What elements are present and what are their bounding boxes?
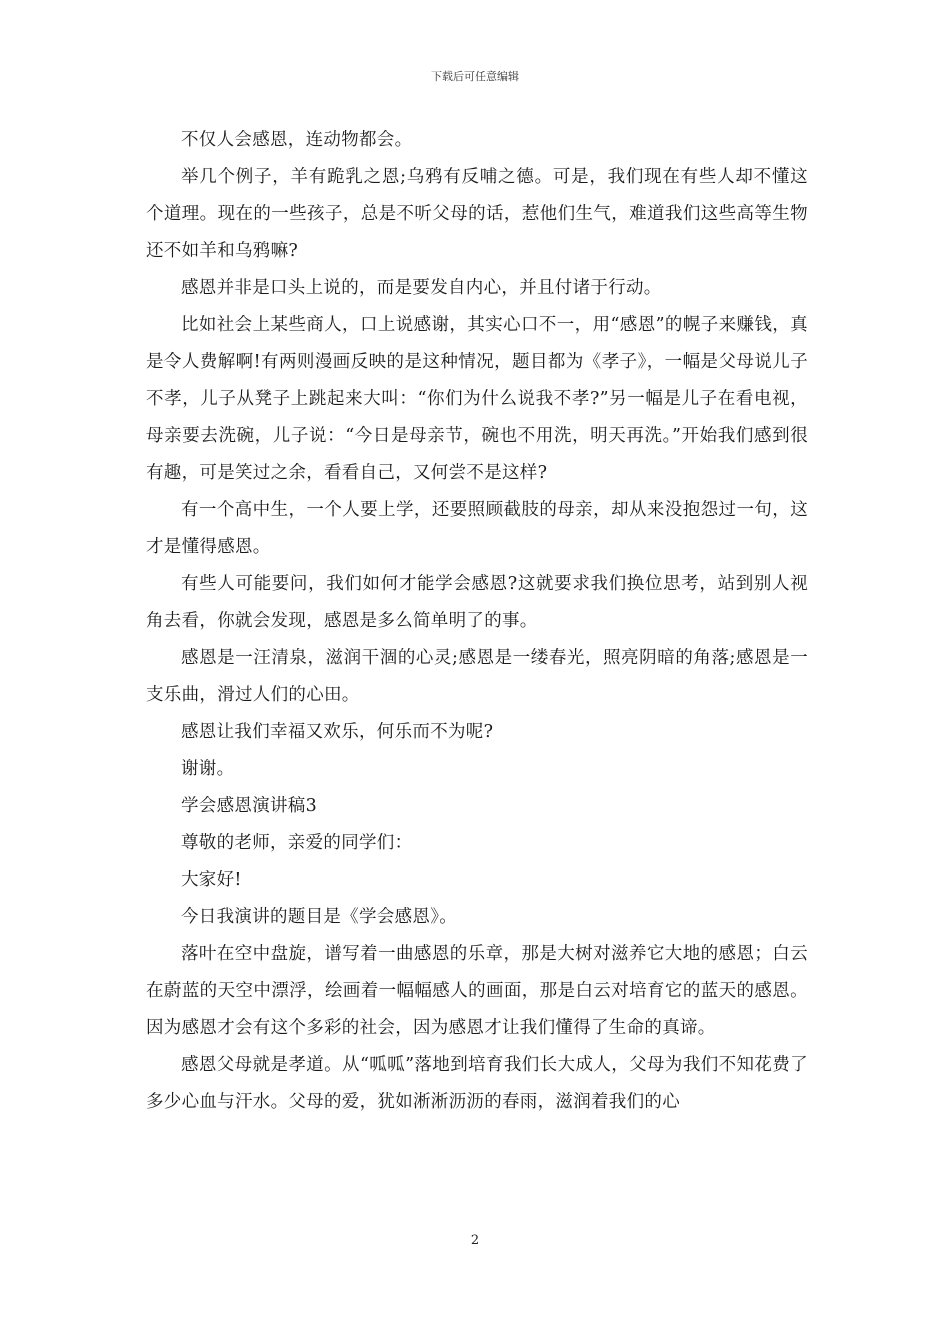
greeting: 大家好!	[181, 870, 242, 890]
section-heading: 学会感恩演讲稿3	[181, 796, 318, 816]
paragraph-5: 有一个高中生，一个人要上学，还要照顾截肢的母亲，却从来没抱怨过一句，这才是懂得感恩。	[146, 500, 808, 557]
page-number: 2	[470, 1233, 480, 1248]
salutation: 尊敬的老师，亲爱的同学们：	[181, 833, 413, 853]
paragraph-1: 不仅人会感恩，连动物都会。	[181, 130, 413, 150]
paragraph-6: 有些人可能要问，我们如何才能学会感恩?这就要求我们换位思考，站到别人视角去看，你就会发现，感恩是多么简单明了的事。	[146, 574, 808, 631]
paragraph-7: 感恩是一汪清泉，滋润干涸的心灵;感恩是一缕春光，照亮阴暗的角落;感恩是一支乐曲，滑过人们的心田。	[146, 648, 808, 705]
paragraph-4: 比如社会上某些商人，口上说感谢，其实心口不一，用“感恩”的幌子来赚钱，真是令人费解啊!有两则漫画反映的是这种情况，题目都为《孝子》，一幅是父母说儿子不孝，儿子从凳子上跳起来大叫：“你们为什么说我不孝?”另一幅是儿子在看电视，母亲要去洗碗，儿子说：“今日是母亲节，碗也不用洗，明天再洗。”开始我们感到很有趣，可是笑过之余，看看自己，又何尝不是这样?	[146, 315, 808, 483]
paragraph-14: 落叶在空中盘旋，谱写着一曲感恩的乐章，那是大树对滋养它大地的感恩；白云在蔚蓝的天空中漂浮，绘画着一幅幅感人的画面，那是白云对培育它的蓝天的感恩。因为感恩才会有这个多彩的社会，因为感恩才让我们懂得了生命的真谛。	[146, 944, 808, 1038]
paragraph-15: 感恩父母就是孝道。从“呱呱”落地到培育我们长大成人，父母为我们不知花费了多少心血与汗水。父母的爱，犹如淅淅沥沥的春雨，滋润着我们的心	[146, 1055, 808, 1112]
paragraph-9: 谢谢。	[181, 759, 235, 779]
paragraph-13: 今日我演讲的题目是《学会感恩》。	[181, 907, 458, 927]
page-header-note: 下载后可任意编辑	[431, 70, 519, 83]
document-body	[146, 122, 808, 1121]
paragraph-8: 感恩让我们幸福又欢乐，何乐而不为呢?	[181, 722, 494, 742]
paragraph-3: 感恩并非是口头上说的，而是要发自内心，并且付诸于行动。	[181, 278, 662, 298]
paragraph-2: 举几个例子，羊有跪乳之恩;乌鸦有反哺之德。可是，我们现在有些人却不懂这个道理。现在的一些孩子，总是不听父母的话，惹他们生气，难道我们这些高等生物还不如羊和乌鸦嘛?	[146, 167, 808, 261]
